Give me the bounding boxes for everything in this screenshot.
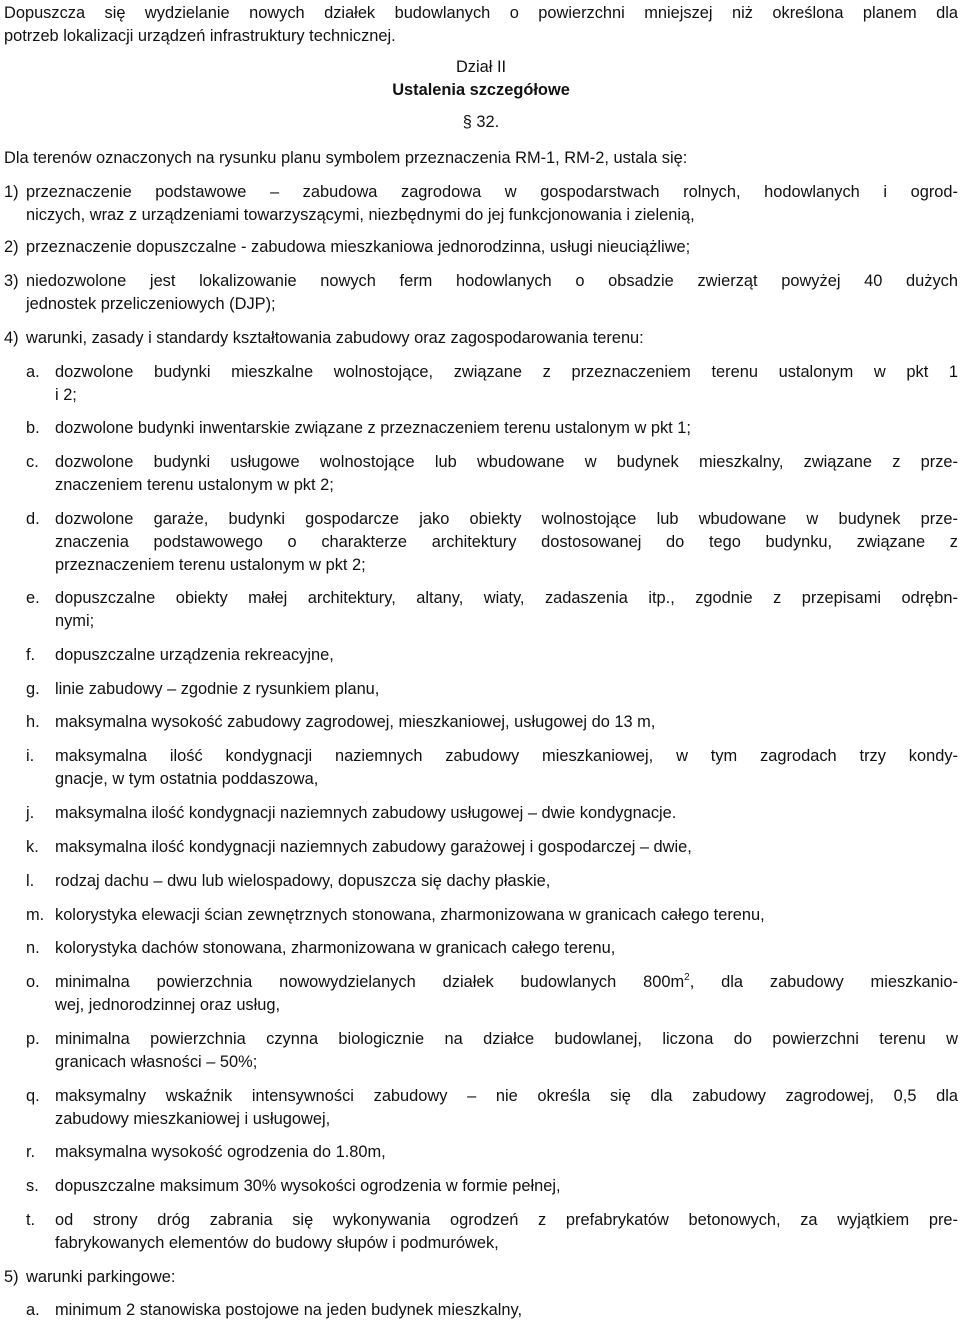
sub-item-letter: n. bbox=[26, 939, 40, 957]
sub-item-text-line: kolorystyka dachów stonowana, zharmonizowana w granicach całego terenu, bbox=[55, 939, 616, 957]
sub-item-letter: k. bbox=[26, 838, 39, 856]
item-number: 1) bbox=[4, 183, 19, 201]
sub-item-letter: q. bbox=[26, 1087, 40, 1105]
item-text-line: przeznaczenie podstawowe – zabudowa zagrodowa w gospodarstwach rolnych, hodowlanych i ogrod- bbox=[26, 183, 958, 201]
item-number: 4) bbox=[4, 329, 19, 347]
item-number: 3) bbox=[4, 272, 19, 290]
sub-item-text-line: maksymalna wysokość zabudowy zagrodowej, mieszkaniowej, usługowej do 13 m, bbox=[55, 713, 656, 731]
sub-item-text-line: dozwolone garaże, budynki gospodarcze jako obiekty wolnostojące lub wbudowane w budynek prze- bbox=[55, 510, 958, 528]
sub-item-text-line: granicach własności – 50%; bbox=[55, 1053, 258, 1071]
sub-item-text-line: maksymalna ilość kondygnacji naziemnych zabudowy usługowej – dwie kondygnacje. bbox=[55, 804, 677, 822]
sub-item-text-line: maksymalny wskaźnik intensywności zabudowy – nie określa się dla zabudowy zagrodowej, 0,5 dla bbox=[55, 1087, 958, 1105]
sub-item-text-line bbox=[55, 971, 958, 994]
sub-item-text-part: minimalna powierzchnia nowowydzielanych działek budowlanych 800m bbox=[55, 973, 685, 991]
item-text-line: warunki parkingowe: bbox=[26, 1268, 176, 1286]
sub-item-letter: m. bbox=[26, 906, 45, 924]
sub-item-text-line: gnacje, w tym ostatnia poddaszowa, bbox=[55, 770, 319, 788]
sub-item-letter: i. bbox=[26, 747, 35, 765]
sub-item-text-line: i 2; bbox=[55, 386, 77, 404]
sub-item-letter: o. bbox=[26, 973, 40, 991]
sub-item-text-part: , dla zabudowy mieszkanio- bbox=[689, 973, 958, 991]
item-text-line: niedozwolone jest lokalizowanie nowych ferm hodowlanych o obsadzie zwierząt powyżej 40 dużych bbox=[26, 272, 958, 290]
sub-item-text-line: maksymalna ilość kondygnacji naziemnych zabudowy garażowej i gospodarczej – dwie, bbox=[55, 838, 692, 856]
division-label: Dział II bbox=[455, 58, 507, 76]
sub-item-letter: t. bbox=[26, 1211, 36, 1229]
sub-item-letter: l. bbox=[26, 872, 35, 890]
sub-item-text-line: zabudowy mieszkaniowej i usługowej, bbox=[55, 1110, 331, 1128]
sub-item-text-line: maksymalna wysokość ogrodzenia do 1.80m, bbox=[55, 1143, 386, 1161]
sub-item-letter: f. bbox=[26, 646, 36, 664]
paragraph-number: § 32. bbox=[462, 113, 500, 131]
sub-item-letter: e. bbox=[26, 589, 40, 607]
sub-item-letter: r. bbox=[26, 1143, 36, 1161]
sub-item-text-line: dopuszczalne urządzenia rekreacyjne, bbox=[55, 646, 334, 664]
superscript: 2 bbox=[684, 972, 690, 983]
sub-item-text-line: fabrykowanych elementów do budowy słupów i podmurówek, bbox=[55, 1234, 499, 1252]
sub-item-text-line: dozwolone budynki inwentarskie związane z przeznaczeniem terenu ustalonym w pkt 1; bbox=[55, 419, 691, 437]
sub-item-letter: h. bbox=[26, 713, 40, 731]
sub-item-letter: p. bbox=[26, 1030, 40, 1048]
sub-item-text-line: maksymalna ilość kondygnacji naziemnych zabudowy mieszkaniowej, w tym zagrodach trzy kondy- bbox=[55, 747, 958, 765]
sub-item-text-line: wej, jednorodzinnej oraz usług, bbox=[55, 996, 281, 1014]
intro-line-2: potrzeb lokalizacji urządzeń infrastruktury technicznej. bbox=[4, 27, 396, 45]
item-number: 2) bbox=[4, 238, 19, 256]
sub-item-text-line: dozwolone budynki mieszkalne wolnostojące, związane z przeznaczeniem terenu ustalonym w pkt 1 bbox=[55, 363, 958, 381]
section-title: Ustalenia szczegółowe bbox=[392, 81, 570, 99]
sub-item-letter: c. bbox=[26, 453, 39, 471]
sub-item-text-line: od strony dróg zabrania się wykonywania ogrodzeń z prefabrykatów betonowych, za wyjątkiem pre- bbox=[55, 1211, 958, 1229]
sub-item-text-line: nymi; bbox=[55, 612, 95, 630]
sub-item-text-line: rodzaj dachu – dwu lub wielospadowy, dopuszcza się dachy płaskie, bbox=[55, 872, 551, 890]
item-text-line: warunki, zasady i standardy kształtowania zabudowy oraz zagospodarowania terenu: bbox=[26, 329, 644, 347]
sub-item-letter: s. bbox=[26, 1177, 39, 1195]
sub-item-letter: a. bbox=[26, 363, 40, 381]
intro-line-1: Dopuszcza się wydzielanie nowych działek budowlanych o powierzchni mniejszej niż określona planem dla bbox=[4, 4, 958, 22]
sub-item-letter: b. bbox=[26, 419, 40, 437]
sub-item-text-line: minimalna powierzchnia czynna biologicznie na działce budowlanej, liczona do powierzchni terenu w bbox=[55, 1030, 958, 1048]
sub-item-text-line: minimum 2 stanowiska postojowe na jeden budynek mieszkalny, bbox=[55, 1301, 523, 1319]
sub-item-text-line: znaczeniem terenu ustalonym w pkt 2; bbox=[55, 476, 334, 494]
sub-item-letter: a. bbox=[26, 1301, 40, 1319]
sub-item-letter: g. bbox=[26, 680, 40, 698]
item-text-line: przeznaczenie dopuszczalne - zabudowa mieszkaniowa jednorodzinna, usługi nieuciążliwe; bbox=[26, 238, 691, 256]
item-text-line: jednostek przeliczeniowych (DJP); bbox=[26, 295, 276, 313]
sub-item-text-line: dozwolone budynki usługowe wolnostojące lub wbudowane w budynek mieszkalny, związane z prze- bbox=[55, 453, 958, 471]
sub-item-text-line: znaczenia podstawowego o charakterze architektury dostosowanej do tego budynku, związane z bbox=[55, 533, 958, 551]
sub-item-text-line: linie zabudowy – zgodnie z rysunkiem planu, bbox=[55, 680, 380, 698]
item-text-line: niczych, wraz z urządzeniami towarzyszącymi, niezbędnymi do jej funkcjonowania i zielenią, bbox=[26, 206, 695, 224]
lead-sentence: Dla terenów oznaczonych na rysunku planu symbolem przeznaczenia RM-1, RM-2, ustala się: bbox=[4, 149, 688, 167]
sub-item-text-line: dopuszczalne obiekty małej architektury, altany, wiaty, zadaszenia itp., zgodnie z przepisami odrębn- bbox=[55, 589, 958, 607]
sub-item-text-line: przeznaczeniem terenu ustalonym w pkt 2; bbox=[55, 556, 366, 574]
sub-item-text-line: kolorystyka elewacji ścian zewnętrznych stonowana, zharmonizowana w granicach całego terenu, bbox=[55, 906, 765, 924]
sub-item-letter: d. bbox=[26, 510, 40, 528]
sub-item-text-line: dopuszczalne maksimum 30% wysokości ogrodzenia w formie pełnej, bbox=[55, 1177, 561, 1195]
sub-item-letter: j. bbox=[26, 804, 35, 822]
item-number: 5) bbox=[4, 1268, 19, 1286]
